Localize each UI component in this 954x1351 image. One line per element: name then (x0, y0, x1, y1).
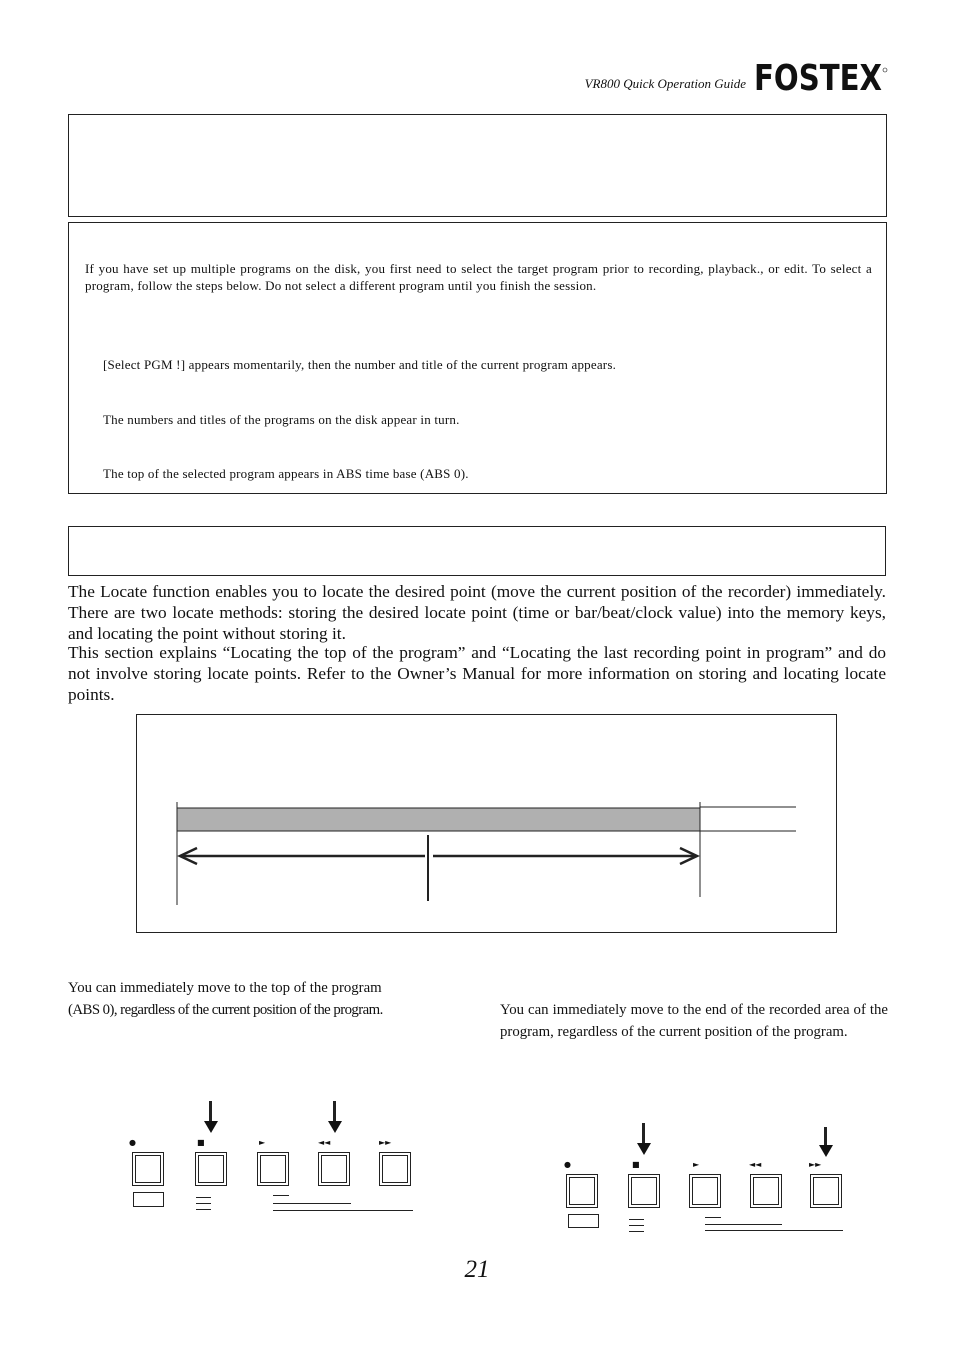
left-column-line-2: (ABS 0), regardless of the current position of the program. (68, 1002, 383, 1018)
ffwd-button[interactable] (810, 1174, 842, 1208)
locate-paragraph-1: The Locate function enables you to locate the desired point (move the current position of the recorder) immediately. There are two locate methods: storing the desired locate point (time or bar/beat/clock value) into the memory keys, and locating the point without storing it. (68, 582, 886, 643)
program-select-step2: The numbers and titles of the programs on the disk appear in turn. (103, 412, 460, 427)
record-button[interactable] (566, 1174, 598, 1208)
section-title-box-locate (68, 526, 886, 576)
ffwd-button[interactable] (379, 1152, 411, 1186)
fostex-logo (754, 56, 888, 99)
stop-button[interactable] (628, 1174, 660, 1208)
record-icon: ● (129, 1138, 136, 1147)
stop-button[interactable] (195, 1152, 227, 1186)
down-arrow-ffwd-icon (819, 1145, 833, 1157)
rewind-button[interactable] (750, 1174, 782, 1208)
rewind-icon: ◄◄ (749, 1160, 762, 1169)
locate-diagram (136, 714, 837, 933)
record-button[interactable] (132, 1152, 164, 1186)
stop-icon: ■ (197, 1138, 205, 1147)
recorded-area-bar (177, 808, 700, 831)
down-arrow-stop-shaft (209, 1101, 212, 1123)
down-arrow-rewind-icon (328, 1121, 342, 1133)
stop-label-line (196, 1197, 211, 1198)
guide-title: VR800 Quick Operation Guide (584, 76, 746, 91)
play-label-line (705, 1217, 721, 1218)
stop-label-line (629, 1225, 644, 1226)
program-select-box (68, 222, 887, 494)
play-button[interactable] (257, 1152, 289, 1186)
record-icon: ● (564, 1160, 571, 1169)
play-label-line (273, 1203, 351, 1204)
brand-text: FOSTEX (754, 58, 883, 99)
shift-label-line (273, 1210, 413, 1211)
transport-panel-left (120, 1095, 420, 1215)
play-label-line (705, 1224, 782, 1225)
stop-label-line (196, 1203, 211, 1204)
stop-label-line (629, 1219, 644, 1220)
transport-panel-right (555, 1117, 855, 1237)
down-arrow-stop-icon (637, 1143, 651, 1155)
ffwd-icon: ►► (809, 1160, 822, 1169)
stop-label-line (629, 1231, 644, 1232)
down-arrow-rewind-shaft (333, 1101, 336, 1123)
locate-diagram-graphic (137, 715, 836, 932)
down-arrow-stop-icon (204, 1121, 218, 1133)
play-label-line (273, 1195, 289, 1196)
section-title-box-select-program (68, 114, 887, 217)
rewind-button[interactable] (318, 1152, 350, 1186)
play-icon: ► (259, 1138, 266, 1147)
down-arrow-stop-shaft (642, 1123, 645, 1145)
program-select-step3: The top of the selected program appears in ABS time base (ABS 0). (103, 466, 469, 481)
ffwd-icon: ►► (379, 1138, 392, 1147)
shift-label-line (705, 1230, 843, 1231)
right-column-text: You can immediately move to the end of the recorded area of the program, regardless of the current position of the program. (500, 1002, 888, 1040)
stop-label-line (196, 1209, 211, 1210)
record-label-box (133, 1192, 164, 1207)
program-select-step1: [Select PGM !] appears momentarily, then the number and title of the current program appears. (103, 357, 617, 372)
down-arrow-ffwd-shaft (824, 1127, 827, 1147)
play-icon: ► (693, 1160, 700, 1169)
locate-paragraph-2: This section explains “Locating the top of the program” and “Locating the last recording point in program” and do not involve storing locate points. Refer to the Owner’s Manual for more information on storing and locating locate points. (68, 643, 886, 704)
record-label-box (568, 1214, 599, 1228)
stop-icon: ■ (632, 1160, 640, 1169)
play-button[interactable] (689, 1174, 721, 1208)
program-select-intro: If you have set up multiple programs on the disk, you first need to select the target program prior to recording, playback., or edit. To select a program, follow the steps below. Do not select a different program until you finish the session. (85, 261, 872, 293)
page-number: 21 (464, 1256, 490, 1283)
rewind-icon: ◄◄ (318, 1138, 331, 1147)
left-column-line-1: You can immediately move to the top of the program (68, 980, 382, 996)
